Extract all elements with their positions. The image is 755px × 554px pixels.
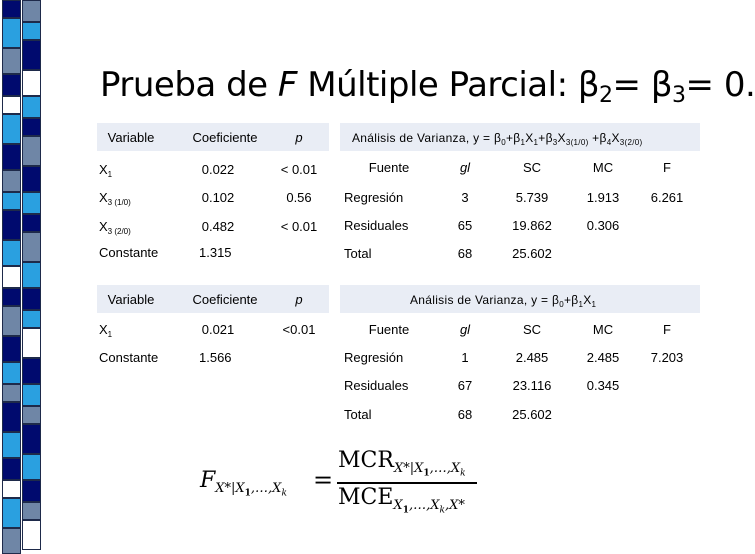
decorative-square: [22, 70, 41, 96]
decorative-square: [22, 214, 41, 232]
column-header-gl: gl: [459, 160, 471, 175]
column-header-gl: gl: [459, 322, 471, 337]
row-coefficient: 0.022: [201, 162, 235, 177]
decorative-square: [2, 240, 21, 266]
anova-mc: 0.345: [586, 378, 620, 393]
decorative-square: [2, 96, 21, 114]
row-coefficient: 0.102: [201, 190, 235, 205]
decorative-square: [2, 528, 21, 554]
anova-source: Total: [344, 407, 372, 422]
row-variable: $X_{3 (2/0)}$: [99, 219, 131, 236]
formula-denominator: $MCE_{X_1,\dots,X_k,X*}$: [338, 485, 465, 516]
anova-gl: 67: [457, 378, 473, 393]
column-header-variable: Variable: [107, 292, 155, 307]
decorative-square: [2, 432, 21, 458]
decorative-square: [22, 166, 41, 192]
decorative-square: [22, 192, 41, 214]
decorative-square: [2, 336, 21, 362]
row-variable: $X_1$: [99, 322, 113, 339]
column-header-sc: SC: [522, 322, 542, 337]
decorative-square: [2, 170, 21, 192]
decorative-square: [22, 136, 41, 166]
decorative-square: [22, 328, 41, 358]
column-header-f: F: [663, 160, 671, 175]
decorative-square: [22, 454, 41, 480]
anova-sc: 25.602: [512, 407, 552, 422]
anova-sc: 23.116: [512, 378, 552, 393]
anova-source: Residuales: [344, 218, 409, 233]
formula-equals: =: [313, 466, 334, 494]
row-variable: Constante: [99, 245, 159, 260]
anova-sc: 19.862: [512, 218, 552, 233]
decorative-square: [22, 288, 41, 310]
decorative-square: [22, 96, 41, 118]
decorative-square: [22, 40, 41, 70]
column-header-fuente: Fuente: [368, 322, 410, 337]
fraction-bar: [337, 482, 477, 484]
decorative-square: [2, 266, 21, 288]
decorative-square: [2, 384, 21, 402]
decorative-square: [22, 424, 41, 454]
column-header-p: p: [295, 292, 303, 307]
decorative-square: [2, 402, 21, 432]
row-p-value: < 0.01: [280, 162, 318, 177]
decorative-square: [2, 498, 21, 528]
anova-mc: 1.913: [586, 190, 620, 205]
column-header-f: F: [663, 322, 671, 337]
anova-gl: 68: [457, 246, 473, 261]
column-header-fuente: Fuente: [368, 160, 410, 175]
decorative-square: [2, 114, 21, 144]
anova-source: Regresión: [344, 350, 404, 365]
decorative-square: [22, 358, 41, 384]
decorative-square: [2, 210, 21, 240]
column-header-mc: MC: [592, 322, 614, 337]
anova-gl: 68: [457, 407, 473, 422]
formula-lhs: $F_{X*|X_1,\dots,X_k}$: [200, 468, 287, 499]
column-header-coeficiente: Coeficiente: [192, 130, 258, 145]
anova-sc: 2.485: [515, 350, 549, 365]
decorative-square: [22, 232, 41, 262]
row-variable: $X_1$: [99, 162, 113, 179]
decorative-square: [22, 480, 41, 502]
column-header-mc: MC: [592, 160, 614, 175]
anova-f: 6.261: [650, 190, 684, 205]
decorative-square: [22, 118, 41, 136]
anova-source: Total: [344, 246, 372, 261]
row-variable: Constante: [99, 350, 159, 365]
anova-sc: 25.602: [512, 246, 552, 261]
decorative-square: [22, 22, 41, 40]
decorative-square: [2, 458, 21, 480]
row-coefficient: 0.021: [201, 322, 235, 337]
row-p-value: < 0.01: [280, 219, 318, 234]
decorative-square: [22, 310, 41, 328]
column-header-p: p: [295, 130, 303, 145]
slide-title: Prueba de F Múltiple Parcial: $\beta_2= \beta_3= 0$.: [100, 65, 755, 108]
anova-title: Análisis de Varianza, $y = \beta_0+\beta_1X_1+\beta_3X_{3(1/0)} +\beta_4X_{3(2/0)}$: [352, 131, 643, 147]
decorative-square: [2, 48, 21, 74]
anova-gl: 3: [461, 190, 469, 205]
anova-gl: 1: [461, 350, 469, 365]
column-header-coeficiente: Coeficiente: [192, 292, 258, 307]
column-header-variable: Variable: [107, 130, 155, 145]
row-coefficient: 0.482: [201, 219, 235, 234]
decorative-square: [2, 74, 21, 96]
anova-gl: 65: [457, 218, 473, 233]
row-p-value: <0.01: [282, 322, 316, 337]
decorative-square: [2, 18, 21, 48]
anova-mc: 2.485: [586, 350, 620, 365]
decorative-square: [2, 192, 21, 210]
anova-title: Análisis de Varianza, $y = \beta_0+\beta_1X_1$: [410, 293, 597, 309]
decorative-square: [22, 520, 41, 550]
decorative-square-strip: [0, 0, 42, 540]
decorative-square: [2, 288, 21, 306]
row-coefficient: 1.315: [199, 245, 232, 260]
anova-source: Residuales: [344, 378, 409, 393]
anova-f: 7.203: [650, 350, 684, 365]
decorative-square: [2, 306, 21, 336]
formula-numerator: $MCR_{X*|X_1,\dots,X_k}$: [338, 448, 466, 479]
decorative-square: [2, 144, 21, 170]
decorative-square: [2, 0, 21, 18]
decorative-square: [22, 502, 41, 520]
column-header-sc: SC: [522, 160, 542, 175]
anova-sc: 5.739: [515, 190, 549, 205]
row-variable: $X_{3 (1/0)}$: [99, 190, 131, 207]
decorative-square: [22, 384, 41, 406]
decorative-square: [2, 480, 21, 498]
decorative-square: [2, 362, 21, 384]
anova-mc: 0.306: [586, 218, 620, 233]
decorative-square: [22, 0, 41, 22]
decorative-square: [22, 262, 41, 288]
row-coefficient: 1.566: [199, 350, 232, 365]
row-p-value: 0.56: [286, 190, 312, 205]
decorative-square: [22, 406, 41, 424]
anova-source: Regresión: [344, 190, 404, 205]
